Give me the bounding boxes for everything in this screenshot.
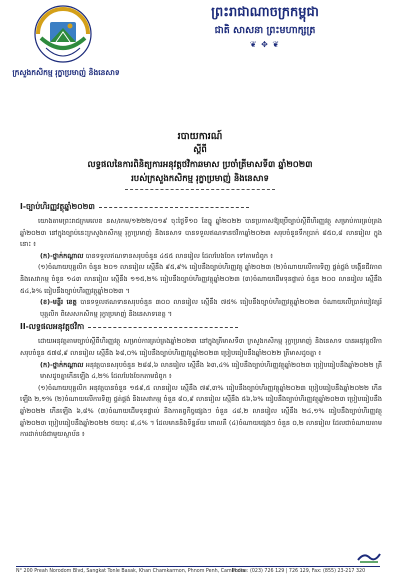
subsection-a-label: (ក)-ថ្នាក់កណ្ដាល [40,251,84,260]
document-about: ស្ដីពី [193,145,207,155]
section-heading-2-text: II-លទ្ធផលអនុវត្តថវិកា [20,322,85,332]
section-heading-1 [20,202,382,213]
footer-logo-icon [356,550,382,564]
footer-address: N° 200 Preah Norodom Blvd, Sangkat Tonle Basak, Khan Chamkarmon, Phnom Penh, Cambodia [16,569,245,574]
footer-divider [16,566,380,567]
subsection-b [40,297,382,320]
subsection-c [40,360,382,383]
ornament: ❦ ✥ ❦ [249,40,281,49]
document-body [20,200,382,441]
national-motto: ជាតិ សាសនា ព្រះមហាក្សត្រ [214,25,316,36]
subsection-c-label: (ក)-ថ្នាក់កណ្ដាល [40,360,84,369]
kingdom-title: ព្រះរាជាណាចក្រកម្ពុជា [211,5,319,20]
subsection-a-text: បានទទួលឥណទានសរុបចំនួន ៤៥៥ លានរៀល ដែលបែងចែក ទៅតាមជំពូក ៖ [83,251,273,260]
subsection-b-label: (ខ)-មន្ទីរ ខេត្ត [40,298,81,307]
heading-underline [99,207,249,208]
document-title-line2: របស់ក្រសួងកសិកម្ម រុក្ខាប្រមាញ់ និងនេសាទ [131,174,269,184]
subsection-c-text: អនុវត្តបានសរុបចំនួន ២៨៨,៦ លានរៀល ស្មើនឹង ៦៣,៤% ធៀបនឹងច្បាប់ហិរញ្ញវត្ថុឆ្នាំ២០២៣ ប្រៀបធៀបនឹងឆ្នាំ២០២២ ត្រីមាសដូចគ្នាកើនឡើង ៤,២% ដែលបែងចែកតាមជំពូក ៖ [40,360,382,381]
section-heading-2 [20,322,382,333]
section-1-paragraph: យោងតាមព្រះរាជក្រមលេខ នស/រកម/១២២២/០១៩ ចុះថ្ងៃទី១០ ខែធ្នូ ឆ្នាំ២០២២ បានប្រកាសឱ្យប្រើច្បាប់ស្ដីពីហិរញ្ញវត្ថុ សម្រាប់ការគ្រប់គ្រងឆ្នាំ២០២៣ នៅក្នុងច្បាប់នេះក្រសួងកសិកម្ម រុក្ខាប្រមាញ់ និងនេសាទ បានទទួលឥណទានថវិកាឆ្នាំ២០២៣ សរុបចំនួនទឹកប្រាក់ ៨៥០,៨ លានរៀល ក្នុងនោះ ៖ [20,217,382,249]
document-title-line1: លទ្ធផលនៃការពិនិត្យការអនុវត្តថវិកាឆមាស ប្រចាំត្រីមាសទី៣ ឆ្នាំ២០២៣ [87,160,313,170]
subsection-c-detail: (១)ចំណាយបុគ្គលិក អនុវត្តបានចំនួន ១៥៩,៥ លានរៀល ស្មើនឹង ៧៩,៣% ធៀបនឹងច្បាប់ហិរញ្ញវត្ថុឆ្នាំ២០២៣ ប្រៀបធៀបនឹងឆ្នាំ២០២២ កើនឡើង ២,១% (២)ចំណាយលើការទិញ ផ្គត់ផ្គង់ និងសេវាកម្ម ចំនួន ៨០,៩ លានរៀល ស្មើនឹង ៥៦,៦% ធៀបនឹងច្បាប់ហិរញ្ញវត្ថុឆ្នាំ២០២៣ ប្រៀបធៀបនឹងឆ្នាំ២០២២ កើនឡើង ៦,៨% (៣)ចំណាយដើមទុនផ្ទាល់ និងកាតព្វកិច្ចផ្សេងៗ ចំនួន ៤៨,២ លានរៀល ស្មើនឹង ២៤,១% ធៀបនឹងច្បាប់ហិរញ្ញវត្ថុឆ្នាំ២០២៣ ប្រៀបធៀបនឹងឆ្នាំ២០២២ ថយចុះ ៨,៤% ។ ដែលមាននិងទិន្នន័យ ពោលគឺ (៤)ចំណាយផ្សេងៗ ចំនួន ០,២ លានរៀល ដែលជាចំណាយតាមការដាក់បង់ជាមួយស្ថាប័ន ៖ [20,383,382,439]
footer-contact: Phone: (023) 726 129 | 726 129, Fax: (855) 23-217 320 [232,569,366,574]
subsection-b-text: បានទទួលឥណទានសរុបចំនួន ៣០០ លានរៀល ស្មើនឹង ៧៥% ធៀបនឹងច្បាប់ហិរញ្ញវត្ថុឆ្នាំ២០២៣ ចំណាយលើប្រាក់បៀវត្សរ៍ បុគ្គលិក ពិសេសកសិកម្ម រុក្ខាប្រមាញ់ និងនេសាទខេត្ត ។ [40,298,382,318]
section-2-paragraph: ដោយអនុវត្តតាមច្បាប់ស្ដីពីហិរញ្ញវត្ថុ សម្រាប់ការគ្រប់គ្រងឆ្នាំ២០២៣ នៅក្នុងត្រីមាសទី៣ ក្រសួងកសិកម្ម រុក្ខាប្រមាញ់ និងនេសាទ បានអនុវត្តថវិកាសរុបចំនួន ៥៧៨,៩ លានរៀល ស្មើនឹង ៦៨,០% ធៀបនឹងច្បាប់ហិរញ្ញវត្ថុឆ្នាំ២០២៣ ប្រៀបធៀបនឹងឆ្នាំ២០២២ ត្រីមាសដូចគ្នា ៖ [20,337,382,357]
subsection-a-detail: (១)ចំណាយបុគ្គលិក ចំនួន ២០១ លានរៀល ស្មើនឹង ៩៥,៩% ធៀបនឹងច្បាប់ហិរញ្ញវត្ថុ ឆ្នាំ២០២៣ (២)ចំណាយលើការទិញ ផ្គត់ផ្គង់ បង្កើនជីវភាព និងសេវាកម្ម ចំនួន ១៤៣ លានរៀល ស្មើនឹង ១១៥,២% ធៀបនឹងច្បាប់ហិរញ្ញវត្ថុឆ្នាំ២០២៣ (៣)ចំណាយដើមទុនផ្ទាល់ ចំនួន ២០០ លានរៀល ស្មើនឹង ៥៤,៦% ធៀបនឹងច្បាប់ហិរញ្ញវត្ថុឆ្នាំ២០២៣ ។ [20,263,382,295]
ministry-name: ក្រសួងកសិកម្ម រុក្ខាប្រមាញ់ និងនេសាទ [12,68,120,77]
heading-underline [88,327,238,328]
ministry-emblem-icon [32,4,94,68]
title-divider [125,189,275,190]
document-type: របាយការណ៍ [177,131,223,142]
section-heading-1-text: I-ច្បាប់ហិរញ្ញវត្ថុឆ្នាំ២០២៣ [20,202,95,211]
subsection-a [40,251,382,263]
